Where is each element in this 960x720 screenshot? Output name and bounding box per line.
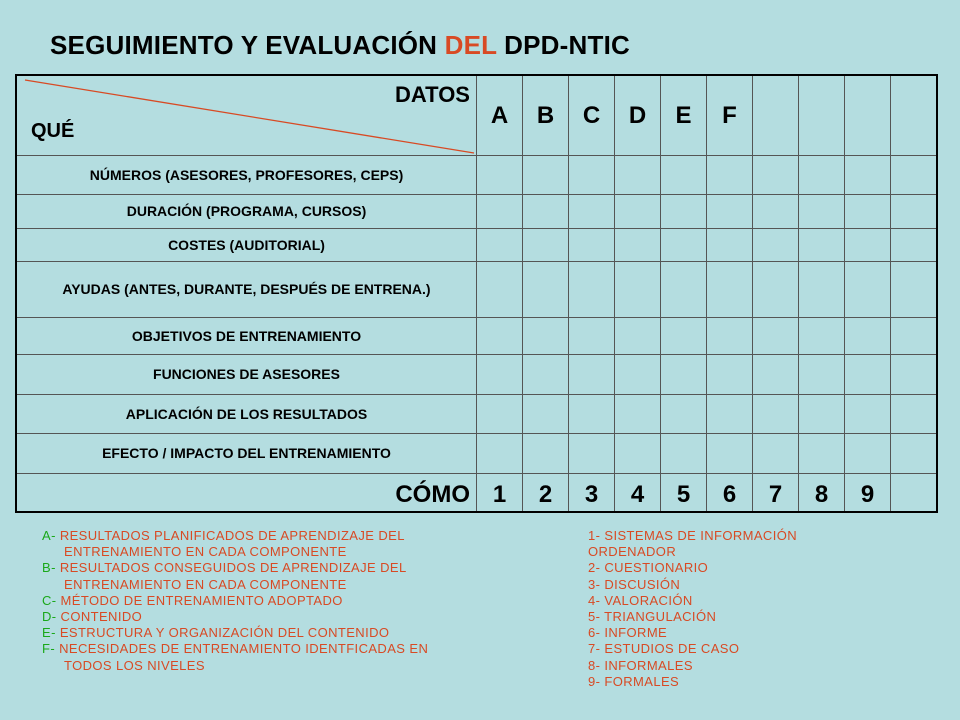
header-corner-cell — [17, 76, 477, 156]
row-label: DURACIÓN (PROGRAMA, CURSOS) — [17, 195, 477, 229]
table-cell — [477, 395, 523, 434]
title-part1: SEGUIMIENTO Y EVALUACIÓN — [50, 30, 445, 60]
table-cell — [661, 434, 707, 474]
table-cell — [523, 395, 569, 434]
row-label: EFECTO / IMPACTO DEL ENTRENAMIENTO — [17, 434, 477, 474]
table-cell — [707, 156, 753, 195]
legend-item — [588, 593, 797, 609]
legend-item — [42, 609, 428, 625]
table-cell — [661, 395, 707, 434]
table-cell — [707, 355, 753, 395]
legend-key: 2- — [588, 560, 601, 576]
column-header — [845, 76, 891, 156]
legend-item — [588, 658, 797, 674]
legend-text: MÉTODO DE ENTRENAMIENTO ADOPTADO — [60, 592, 343, 608]
legend-key: 3- — [588, 576, 601, 592]
table-cell — [753, 156, 799, 195]
legend-text: ENTRENAMIENTO EN CADA COMPONENTE — [64, 544, 347, 560]
table-cell — [845, 229, 891, 262]
legend-key: 6- — [588, 625, 601, 641]
legend-item — [588, 641, 797, 657]
legend-item — [42, 658, 428, 674]
legend-right — [588, 528, 797, 690]
table-cell — [845, 195, 891, 229]
table-cell — [661, 195, 707, 229]
table-cell — [707, 262, 753, 318]
method-number: 4 — [615, 474, 661, 513]
legend-text: CUESTIONARIO — [604, 560, 709, 576]
table-cell — [477, 229, 523, 262]
legend-item — [42, 560, 428, 576]
legend-text: FORMALES — [604, 673, 680, 689]
table-cell — [891, 156, 936, 195]
table-cell — [615, 156, 661, 195]
legend-text: ENTRENAMIENTO EN CADA COMPONENTE — [64, 576, 347, 592]
legend-key: 4- — [588, 592, 601, 608]
table-cell — [891, 318, 936, 355]
table-cell — [523, 195, 569, 229]
method-number: 7 — [753, 474, 799, 513]
table-cell — [753, 395, 799, 434]
legend-item — [588, 674, 797, 690]
table-cell — [845, 156, 891, 195]
legend-text: CONTENIDO — [60, 609, 143, 625]
table-cell — [523, 318, 569, 355]
table-cell — [615, 262, 661, 318]
table-cell — [569, 395, 615, 434]
column-header — [799, 76, 845, 156]
datos-label: DATOS — [395, 82, 470, 107]
table-cell — [523, 262, 569, 318]
table-cell — [569, 262, 615, 318]
method-number: 3 — [569, 474, 615, 513]
table-cell — [753, 434, 799, 474]
legend-item — [588, 560, 797, 576]
legend-item — [588, 609, 797, 625]
table-cell — [569, 156, 615, 195]
table-cell — [615, 434, 661, 474]
legend-text: NECESIDADES DE ENTRENAMIENTO IDENTFICADAS EN — [59, 641, 429, 657]
legend-item — [588, 577, 797, 593]
method-number: 6 — [707, 474, 753, 513]
table-cell — [707, 229, 753, 262]
legend-text: ESTUDIOS DE CASO — [604, 641, 740, 657]
legend-text: DISCUSIÓN — [604, 576, 681, 592]
page-title — [50, 30, 630, 61]
title-part3: DPD-NTIC — [496, 30, 630, 60]
table-cell — [523, 156, 569, 195]
method-number: 2 — [523, 474, 569, 513]
legend-item — [42, 528, 428, 544]
legend-left — [42, 528, 428, 674]
legend-text: TODOS LOS NIVELES — [64, 657, 205, 673]
legend-key: 5- — [588, 609, 601, 625]
legend-key: F- — [42, 641, 56, 657]
table-cell — [523, 355, 569, 395]
legend-key: 9- — [588, 673, 601, 689]
table-cell — [477, 195, 523, 229]
table-cell — [707, 434, 753, 474]
row-label: AYUDAS (ANTES, DURANTE, DESPUÉS DE ENTRENA.) — [17, 262, 477, 318]
column-header — [891, 76, 936, 156]
table-cell — [891, 434, 936, 474]
legend-text: TRIANGULACIÓN — [604, 609, 717, 625]
row-label: COSTES (AUDITORIAL) — [17, 229, 477, 262]
table-cell — [799, 195, 845, 229]
table-cell — [753, 355, 799, 395]
table-cell — [477, 318, 523, 355]
legend-item — [42, 544, 428, 560]
column-header: A — [477, 76, 523, 156]
table-cell — [799, 229, 845, 262]
table-cell — [661, 355, 707, 395]
table-cell — [477, 434, 523, 474]
legend-text: RESULTADOS CONSEGUIDOS DE APRENDIZAJE DEL — [59, 560, 407, 576]
table-cell — [753, 318, 799, 355]
column-header: C — [569, 76, 615, 156]
row-label: OBJETIVOS DE ENTRENAMIENTO — [17, 318, 477, 355]
legend-item — [588, 528, 797, 544]
table-cell — [661, 262, 707, 318]
legend-key: 8- — [588, 657, 601, 673]
column-header: E — [661, 76, 707, 156]
table-cell — [477, 355, 523, 395]
legend-text: ORDENADOR — [588, 544, 677, 560]
table-cell — [799, 156, 845, 195]
method-number: 1 — [477, 474, 523, 513]
row-label: NÚMEROS (ASESORES, PROFESORES, CEPS) — [17, 156, 477, 195]
legend-key: C- — [42, 592, 57, 608]
table-cell — [569, 434, 615, 474]
column-header: D — [615, 76, 661, 156]
que-label: QUÉ — [31, 120, 75, 142]
table-cell — [845, 355, 891, 395]
table-cell — [753, 195, 799, 229]
legend-item — [42, 577, 428, 593]
table-cell — [845, 434, 891, 474]
legend-text: VALORACIÓN — [604, 592, 693, 608]
table-cell — [661, 156, 707, 195]
como-label: CÓMO — [17, 474, 477, 513]
table-cell — [753, 229, 799, 262]
table-cell — [799, 355, 845, 395]
legend-key: A- — [42, 528, 56, 543]
method-number — [891, 474, 936, 513]
method-number: 5 — [661, 474, 707, 513]
column-header: B — [523, 76, 569, 156]
legend-text: INFORME — [604, 625, 668, 641]
table-cell — [615, 195, 661, 229]
table-cell — [799, 434, 845, 474]
table-cell — [661, 229, 707, 262]
table-cell — [845, 395, 891, 434]
table-cell — [661, 318, 707, 355]
evaluation-table — [15, 74, 938, 513]
table-cell — [799, 395, 845, 434]
table-cell — [569, 318, 615, 355]
table-cell — [615, 318, 661, 355]
method-number: 8 — [799, 474, 845, 513]
column-header: F — [707, 76, 753, 156]
table-cell — [615, 229, 661, 262]
legend-key: 1- — [588, 528, 601, 543]
table-cell — [891, 229, 936, 262]
legend-text: RESULTADOS PLANIFICADOS DE APRENDIZAJE DEL — [59, 528, 405, 543]
table-cell — [523, 434, 569, 474]
table-cell — [569, 195, 615, 229]
table-cell — [477, 156, 523, 195]
legend-item — [42, 641, 428, 657]
column-header — [753, 76, 799, 156]
table-cell — [891, 262, 936, 318]
legend-key: E- — [42, 625, 56, 641]
table-cell — [707, 318, 753, 355]
legend-key: B- — [42, 560, 56, 576]
legend-item — [42, 593, 428, 609]
legend-item — [588, 544, 797, 560]
row-label: FUNCIONES DE ASESORES — [17, 355, 477, 395]
table-cell — [845, 318, 891, 355]
table-cell — [891, 395, 936, 434]
table-cell — [707, 195, 753, 229]
table-cell — [615, 355, 661, 395]
legend-text: ESTRUCTURA Y ORGANIZACIÓN DEL CONTENIDO — [59, 625, 390, 641]
legend-key: 7- — [588, 641, 601, 657]
table-cell — [569, 229, 615, 262]
table-cell — [707, 395, 753, 434]
legend-item — [42, 625, 428, 641]
legend-key: D- — [42, 609, 57, 625]
table-cell — [753, 262, 799, 318]
table-cell — [891, 355, 936, 395]
table-cell — [523, 229, 569, 262]
table-cell — [569, 355, 615, 395]
row-label: APLICACIÓN DE LOS RESULTADOS — [17, 395, 477, 434]
table-cell — [799, 318, 845, 355]
table-cell — [615, 395, 661, 434]
table-cell — [799, 262, 845, 318]
legend-text: SISTEMAS DE INFORMACIÓN — [604, 528, 798, 543]
table-cell — [845, 262, 891, 318]
legend-text: INFORMALES — [604, 657, 693, 673]
table-cell — [477, 262, 523, 318]
method-number: 9 — [845, 474, 891, 513]
title-part2: DEL — [444, 30, 497, 60]
table-cell — [891, 195, 936, 229]
legend-item — [588, 625, 797, 641]
